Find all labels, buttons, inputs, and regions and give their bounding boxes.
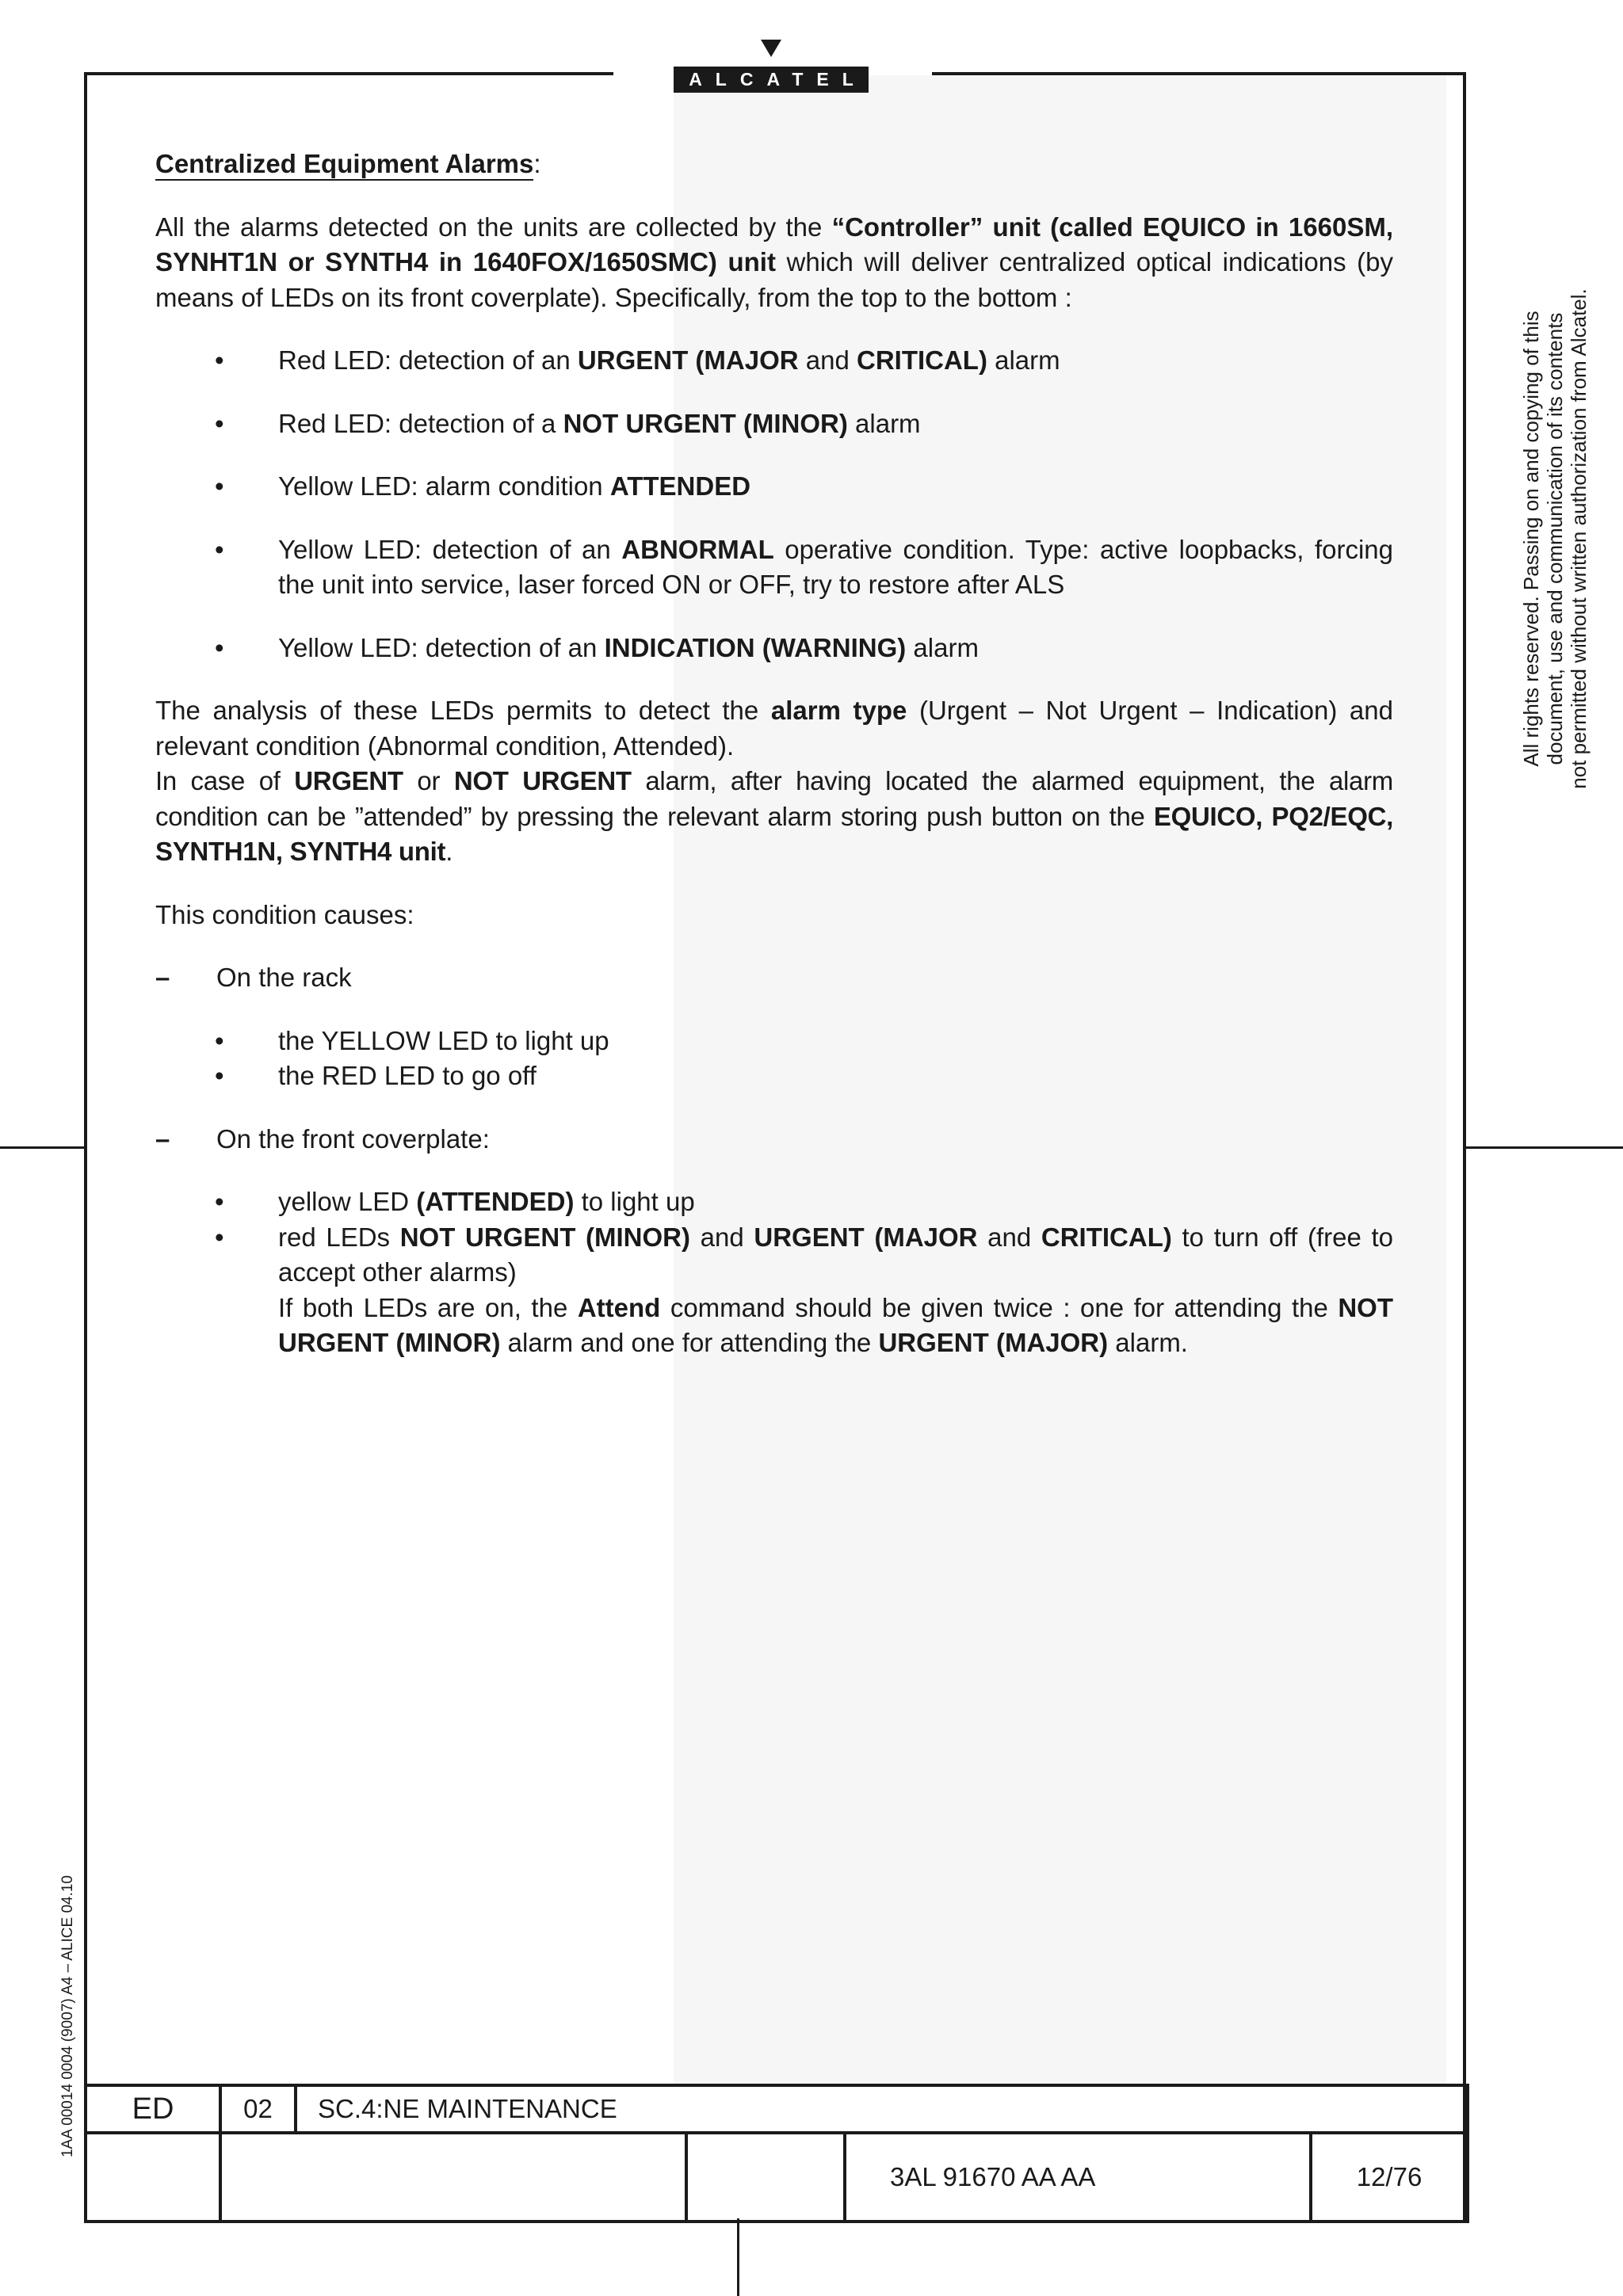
footer-ed-label: ED bbox=[86, 2085, 220, 2133]
front-2-text-1: red LEDs bbox=[278, 1222, 400, 1252]
fold-mark-bottom bbox=[737, 2218, 739, 2296]
led-2-text-2: alarm bbox=[847, 408, 921, 438]
alcatel-logo-triangle-icon bbox=[761, 40, 781, 57]
front-heading bbox=[155, 1122, 1393, 1158]
frame-top-left-line bbox=[84, 72, 613, 75]
analysis-text-1: The analysis of these LEDs permits to detect the bbox=[155, 696, 771, 725]
led-2-text-1: Red LED: detection of a bbox=[278, 408, 563, 438]
led-4-bold-1: ABNORMAL bbox=[621, 534, 774, 564]
attend-text-2: or bbox=[403, 766, 454, 795]
front-2-text-4: to turn off (free to accept other alarms) bbox=[278, 1222, 1393, 1287]
bullet-icon: • bbox=[215, 534, 224, 564]
attend-text-4: . bbox=[445, 837, 453, 866]
intro-text-2: which will deliver centralized optical indications (by means of LEDs on its front coverplate). Specifically, from the top to the bottom : bbox=[155, 247, 1393, 312]
footer-document-reference: 3AL 91670 AA AA bbox=[845, 2133, 1311, 2222]
footer-cell-empty-2 bbox=[220, 2133, 686, 2222]
rack-item-1-text: the YELLOW LED to light up bbox=[278, 1025, 609, 1055]
front-1-text-2: to light up bbox=[574, 1187, 695, 1216]
front-item-2-note bbox=[155, 1291, 1393, 1361]
led-4-text-1: Yellow LED: detection of an bbox=[278, 534, 622, 564]
led-5-bold-1: INDICATION (WARNING) bbox=[604, 632, 907, 662]
note-bold-1: Attend bbox=[577, 1292, 661, 1322]
bullet-icon: • bbox=[215, 1187, 224, 1216]
copyright-notice bbox=[1519, 238, 1591, 840]
front-item-2 bbox=[155, 1220, 1393, 1291]
copyright-line-2: document, use and communication of its contents bbox=[1543, 312, 1567, 765]
attend-text-3: alarm, after having located the alarmed equipment, the alarm condition can be ”attended” by pressing the relevant alarm storing push button on the bbox=[155, 766, 1393, 831]
footer-cell-empty-1 bbox=[86, 2133, 220, 2222]
bullet-icon: • bbox=[215, 1025, 224, 1055]
analysis-text-2: (Urgent – Not Urgent – Indication) and relevant condition (Abnormal condition, Attended). bbox=[155, 696, 1393, 761]
led-4-text-2: operative condition. Type: active loopbacks, forcing the unit into service, laser forced ON or OFF, try to restore after ALS bbox=[278, 534, 1393, 599]
section-heading-line bbox=[155, 147, 1393, 182]
note-text-2: command should be given twice : one for attending the bbox=[660, 1292, 1338, 1322]
led-item-4 bbox=[155, 532, 1393, 603]
fold-mark-right bbox=[1466, 1146, 1623, 1149]
intro-paragraph bbox=[155, 210, 1393, 316]
note-bold-3: URGENT (MAJOR) bbox=[878, 1328, 1109, 1357]
footer-section-title: SC.4:NE MAINTENANCE bbox=[296, 2085, 1468, 2133]
rack-heading bbox=[155, 960, 1393, 996]
rack-item-2 bbox=[155, 1058, 1393, 1094]
analysis-paragraph bbox=[155, 693, 1393, 764]
dash-icon: – bbox=[155, 963, 170, 992]
led-5-text-1: Yellow LED: detection of an bbox=[278, 632, 605, 662]
form-code: 1AA 00014 0004 (9007) A4 – ALICE 04.10 bbox=[59, 1875, 76, 2158]
led-1-bold-2: CRITICAL) bbox=[856, 345, 987, 375]
frame-top-right-line bbox=[932, 72, 1466, 75]
led-2-bold-1: NOT URGENT (MINOR) bbox=[563, 408, 848, 438]
note-text-3: alarm and one for attending the bbox=[500, 1328, 879, 1357]
bullet-icon: • bbox=[215, 1222, 224, 1252]
attend-text-1: In case of bbox=[155, 766, 295, 795]
frame-left-line bbox=[84, 72, 87, 2221]
fold-mark-left bbox=[0, 1146, 84, 1149]
front-2-bold-1: NOT URGENT (MINOR) bbox=[399, 1222, 690, 1252]
led-item-3 bbox=[155, 469, 1393, 505]
led-1-bold-1: URGENT (MAJOR bbox=[577, 345, 799, 375]
note-text-4: alarm. bbox=[1108, 1328, 1188, 1357]
front-2-bold-3: CRITICAL) bbox=[1041, 1222, 1172, 1252]
front-1-bold-1: (ATTENDED) bbox=[416, 1187, 575, 1216]
analysis-bold-1: alarm type bbox=[770, 696, 907, 725]
intro-text-1: All the alarms detected on the units are collected by the bbox=[155, 212, 832, 242]
causes-line: This condition causes: bbox=[155, 899, 414, 929]
led-1-text-1: Red LED: detection of an bbox=[278, 345, 578, 375]
note-text-1: If both LEDs are on, the bbox=[278, 1292, 578, 1322]
attend-bold-1: URGENT bbox=[294, 766, 403, 795]
led-5-text-2: alarm bbox=[906, 632, 979, 662]
led-3-bold-1: ATTENDED bbox=[609, 471, 751, 501]
front-1-text-1: yellow LED bbox=[278, 1187, 417, 1216]
attend-paragraph bbox=[155, 764, 1393, 870]
led-3-text-1: Yellow LED: alarm condition bbox=[278, 471, 610, 501]
footer-title-block bbox=[84, 2084, 1469, 2223]
footer-edition-number: 02 bbox=[220, 2085, 296, 2133]
led-item-5 bbox=[155, 631, 1393, 666]
footer-cell-empty-3 bbox=[686, 2133, 845, 2222]
rack-item-1 bbox=[155, 1024, 1393, 1059]
copyright-line-3: not permitted without written authorization from Alcatel. bbox=[1567, 288, 1591, 789]
attend-bold-2: NOT URGENT bbox=[453, 766, 632, 795]
alcatel-logo: ALCATEL bbox=[674, 67, 869, 93]
front-2-bold-2: URGENT (MAJOR bbox=[754, 1222, 978, 1252]
front-2-text-3: and bbox=[977, 1222, 1041, 1252]
main-content bbox=[155, 147, 1393, 1361]
dash-icon: – bbox=[155, 1123, 170, 1154]
attend-bold-3: EQUICO, PQ2/EQC, SYNTH1N, SYNTH4 unit bbox=[155, 801, 1393, 866]
led-1-text-2: and bbox=[798, 345, 857, 375]
led-item-1 bbox=[155, 343, 1393, 379]
note-bold-2: NOT URGENT (MINOR) bbox=[278, 1292, 1394, 1357]
bullet-icon: • bbox=[215, 1061, 224, 1090]
front-label: On the front coverplate: bbox=[216, 1123, 490, 1154]
section-heading-colon: : bbox=[533, 149, 541, 178]
rack-item-2-text: the RED LED to go off bbox=[278, 1061, 537, 1090]
bullet-icon: • bbox=[215, 632, 224, 662]
led-item-2 bbox=[155, 406, 1393, 442]
front-2-text-2: and bbox=[689, 1222, 754, 1252]
bullet-icon: • bbox=[215, 471, 224, 501]
bullet-icon: • bbox=[215, 408, 224, 438]
bullet-icon: • bbox=[215, 345, 224, 375]
rack-label: On the rack bbox=[216, 963, 352, 992]
section-heading: Centralized Equipment Alarms bbox=[155, 149, 533, 181]
intro-bold-1: “Controller” unit (called EQUICO in 1660SM, SYNHT1N or SYNTH4 in 1640FOX/1650SMC) unit bbox=[155, 212, 1393, 277]
led-1-text-3: alarm bbox=[987, 345, 1060, 375]
copyright-line-1: All rights reserved. Passing on and copying of this bbox=[1519, 311, 1543, 767]
footer-page-number: 12/76 bbox=[1311, 2133, 1468, 2222]
front-item-1 bbox=[155, 1184, 1393, 1220]
